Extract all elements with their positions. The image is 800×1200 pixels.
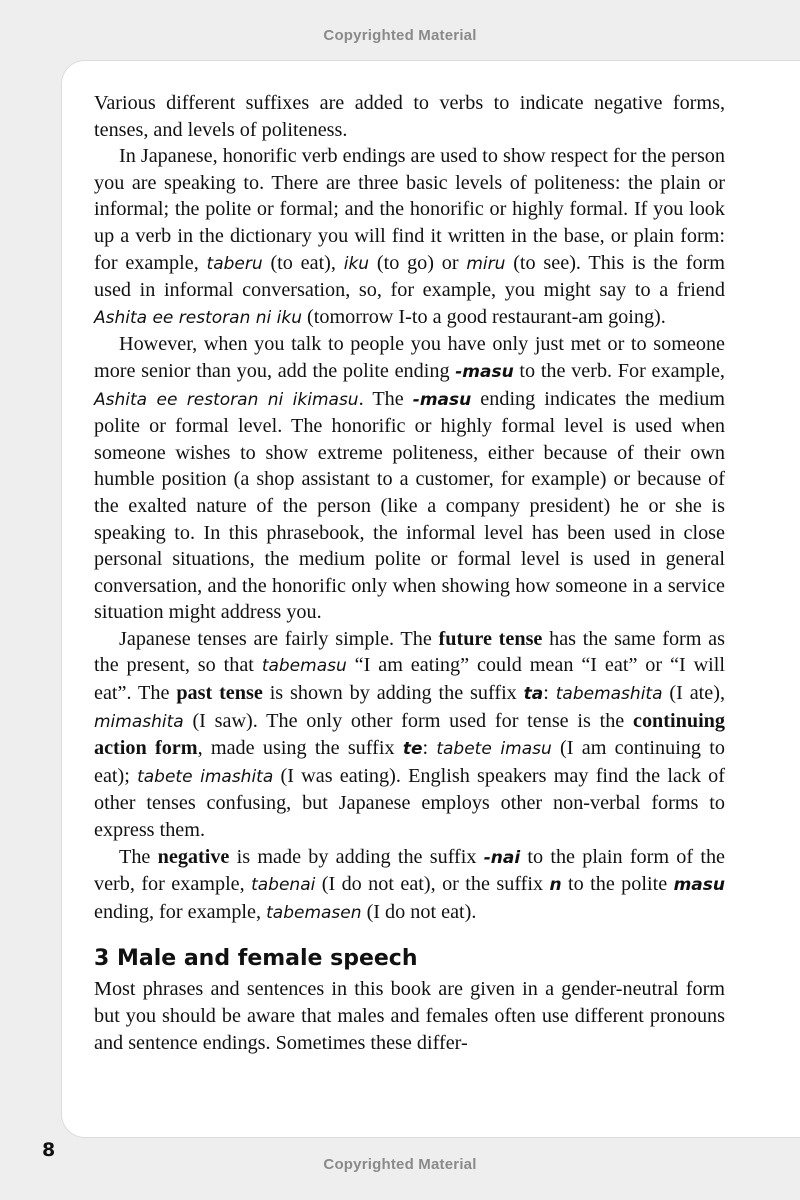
text: (tomorrow I-to a good restaurant-am going). (302, 305, 666, 328)
term-mimashita: mimashita (94, 711, 184, 732)
text: : (543, 682, 556, 705)
text: is made by adding the suffix (229, 845, 484, 868)
watermark-top: Copyrighted Material (323, 27, 477, 44)
term-te: te (402, 739, 423, 760)
term-taberu: taberu (206, 253, 263, 274)
term-ta: ta (523, 684, 544, 705)
term-tabemashita: tabemashita (555, 684, 663, 705)
text: (to eat), (262, 251, 344, 274)
section-heading: 3 Male and female speech (94, 946, 418, 972)
paragraph-honorific (94, 143, 725, 331)
term-nai: -nai (483, 847, 521, 868)
term-tabemasu: tabemasu (261, 656, 347, 677)
term-continuing-action: continuing action form (94, 709, 725, 760)
paragraph-suffixes: Various different suffixes are added to verbs to indicate negative forms, tenses, and levels of politeness. (94, 92, 725, 141)
text: ending indicates the medium polite or formal level. The honorific or highly formal level is used when someone wishes to show extreme politeness, either because of their own humble position (a shop assistant to a customer, for example) or because of the exalted nature of the person (like a company president) he or she is speaking to. In this phrasebook, the informal level has been used in close personal situations, the medium polite or formal level is used in general conversation, and the honorific only when showing how someone in a service situation might address you. (94, 387, 725, 624)
text: is shown by adding the suffix (262, 682, 524, 705)
text: , made using the suffix (197, 737, 403, 760)
term-tabete-imasu: tabete imasu (436, 739, 552, 760)
paragraph-gender-speech: Most phrases and sentences in this book are given in a gender-neutral form but you should be aware that males and females often use different pronouns and sentence endings. Sometimes these differ- (94, 978, 725, 1054)
watermark-bottom: Copyrighted Material (323, 1156, 477, 1173)
text: “I am eating” could mean “I eat” or “I will eat”. The (94, 654, 725, 705)
text: ending, for example, (94, 900, 267, 923)
text: (I ate), (662, 682, 725, 705)
term-future-tense: future tense (438, 627, 543, 650)
term-iku: iku (343, 253, 370, 274)
term-tabete-imashita: tabete imashita (137, 766, 274, 787)
text: (to see). This is the form used in informal conversation, so, for example, you might say to a friend (94, 251, 725, 302)
term-miru: miru (466, 253, 506, 274)
text: However, when you talk to people you have only just met or to someone more senior than you, add the polite ending (94, 333, 725, 382)
paragraph-tenses (94, 626, 725, 844)
text: to the verb. For example, (513, 359, 725, 382)
text: has the same form as the present, so that (94, 627, 725, 677)
term-tabenai: tabenai (251, 875, 316, 896)
text: to the polite (561, 873, 674, 896)
text: (I am continuing to eat); (94, 737, 725, 787)
term-ashita-ikimasu: Ashita ee restoran ni ikimasu (94, 389, 359, 410)
paragraph-negative (94, 844, 725, 927)
term-masu: -masu (455, 361, 514, 382)
text: . The (358, 387, 413, 410)
term-negative: negative (157, 845, 230, 868)
paragraph-polite (94, 331, 725, 626)
text: : (422, 737, 437, 760)
text: Japanese tenses are fairly simple. The (119, 627, 439, 650)
page-number: 8 (42, 1139, 56, 1161)
term-masu: -masu (412, 389, 472, 410)
term-tabemasen: tabemasen (266, 902, 362, 923)
text: The (119, 845, 158, 868)
text: In Japanese, honorific verb endings are used to show respect for the person you are speaking to. There are three basic levels of politeness: the plain or informal; the polite or formal; and the honorific or highly formal. If you look up a verb in the dictionary you will find it written in the base, or plain form: for example, (94, 145, 725, 274)
text: (I do not eat), or the suffix (315, 873, 550, 896)
text: (I do not eat). (361, 900, 477, 923)
text: (to go) or (369, 251, 467, 274)
term-masu: masu (673, 875, 725, 896)
text: (I saw). The only other form used for tense is the (183, 709, 633, 732)
term-n: n (549, 875, 562, 896)
text: (I was eating). English speakers may find the lack of other tenses confusing, but Japanese employs other non-verbal forms to express them. (94, 764, 725, 842)
term-past-tense: past tense (176, 682, 263, 705)
text: to the plain form of the verb, for example, (94, 845, 725, 896)
term-ashita-iku: Ashita ee restoran ni iku (94, 307, 302, 328)
page-body (94, 90, 725, 1056)
